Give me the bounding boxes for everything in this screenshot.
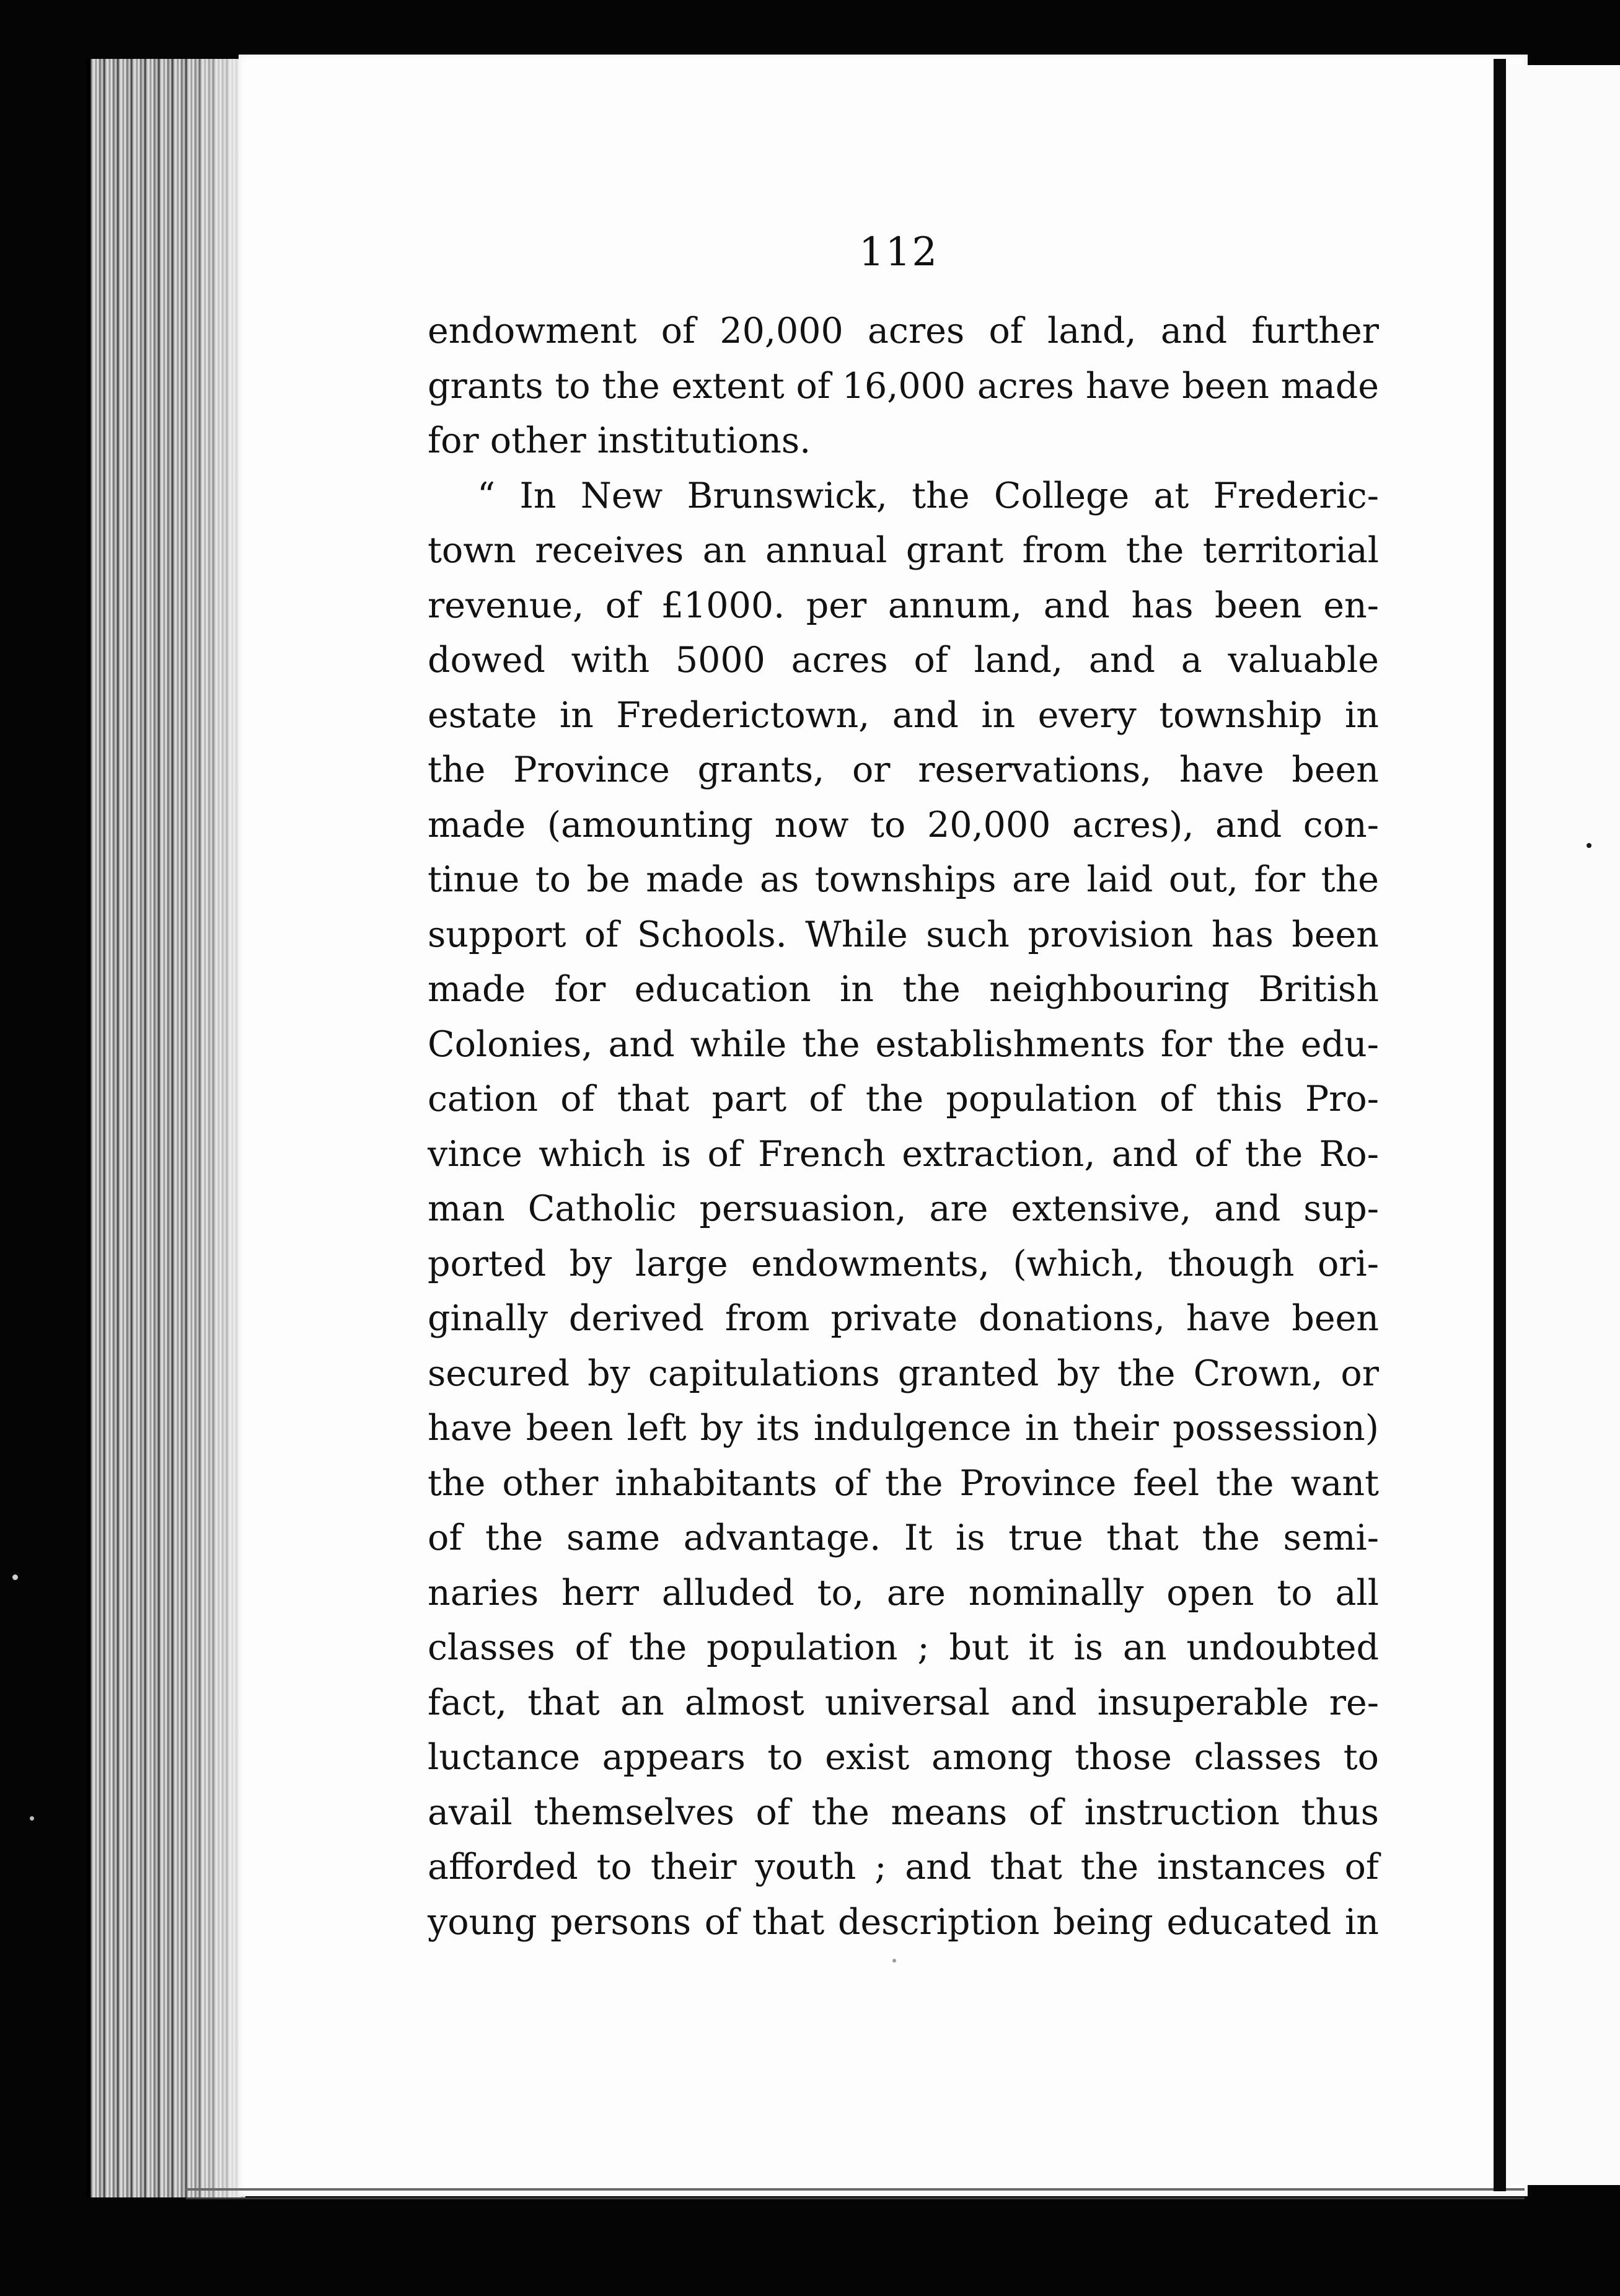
text-line: man Catholic persuasion, are extensive, and sup-: [428, 1188, 1379, 1229]
scan-speck: [892, 1959, 896, 1963]
book-fore-edge-shade: [186, 59, 242, 2197]
text-line: luctance appears to exist among those classes to: [428, 1737, 1379, 1778]
facing-page-edge: [1506, 65, 1620, 2185]
text-line: fact, that an almost universal and insuperable re-: [428, 1682, 1379, 1723]
text-line: the other inhabitants of the Province feel the want: [428, 1462, 1379, 1504]
text-line: “ In New Brunswick, the College at Frederic-: [477, 475, 1379, 516]
text-line: ginally derived from private donations, have been: [428, 1298, 1379, 1339]
text-line: made (amounting now to 20,000 acres), and con-: [428, 804, 1379, 846]
text-line: young persons of that description being educated in: [428, 1901, 1379, 1943]
text-line: secured by capitulations granted by the Crown, or: [428, 1353, 1379, 1394]
text-line: naries herr alluded to, are nominally open to all: [428, 1572, 1379, 1614]
text-line: classes of the population ; but it is an undoubted: [428, 1627, 1379, 1668]
text-line: tinue to be made as townships are laid out, for the: [428, 859, 1379, 900]
page-bottom-edge: [186, 2188, 1525, 2191]
text-line: for other institutions.: [428, 420, 811, 461]
text-line: the Province grants, or reservations, have been: [428, 749, 1379, 790]
text-line: endowment of 20,000 acres of land, and further: [428, 311, 1379, 351]
scan-speck: [12, 1574, 18, 1580]
text-line: vince which is of French extraction, and of the Ro-: [428, 1133, 1379, 1175]
text-line: have been left by its indulgence in their possession): [428, 1408, 1379, 1449]
text-line: avail themselves of the means of instruction thus: [428, 1791, 1379, 1833]
page-number: 112: [858, 229, 939, 275]
scan-speck: [1587, 843, 1591, 848]
gutter-gap: [1494, 59, 1506, 2191]
text-line: town receives an annual grant from the territorial: [428, 530, 1379, 571]
text-line: Colonies, and while the establishments for the edu-: [428, 1023, 1379, 1065]
text-line: made for education in the neighbouring British: [428, 969, 1379, 1010]
text-line: cation of that part of the population of this Pro-: [428, 1079, 1379, 1119]
text-line: support of Schools. While such provision has been: [428, 914, 1379, 955]
text-line: ported by large endowments, (which, though ori-: [428, 1243, 1379, 1284]
page-bottom-edge-shadow: [186, 2197, 1525, 2199]
body-text: [428, 304, 1379, 1949]
text-line: grants to the extent of 16,000 acres have been made: [428, 365, 1379, 407]
text-line: of the same advantage. It is true that the semi-: [428, 1517, 1379, 1558]
scan-speck: [30, 1816, 34, 1821]
text-line: revenue, of £1000. per annum, and has been en-: [428, 585, 1379, 626]
text-line: afforded to their youth ; and that the instances of: [428, 1847, 1379, 1888]
text-line: estate in Frederictown, and in every township in: [428, 694, 1379, 736]
text-line: dowed with 5000 acres of land, and a valuable: [428, 640, 1379, 681]
